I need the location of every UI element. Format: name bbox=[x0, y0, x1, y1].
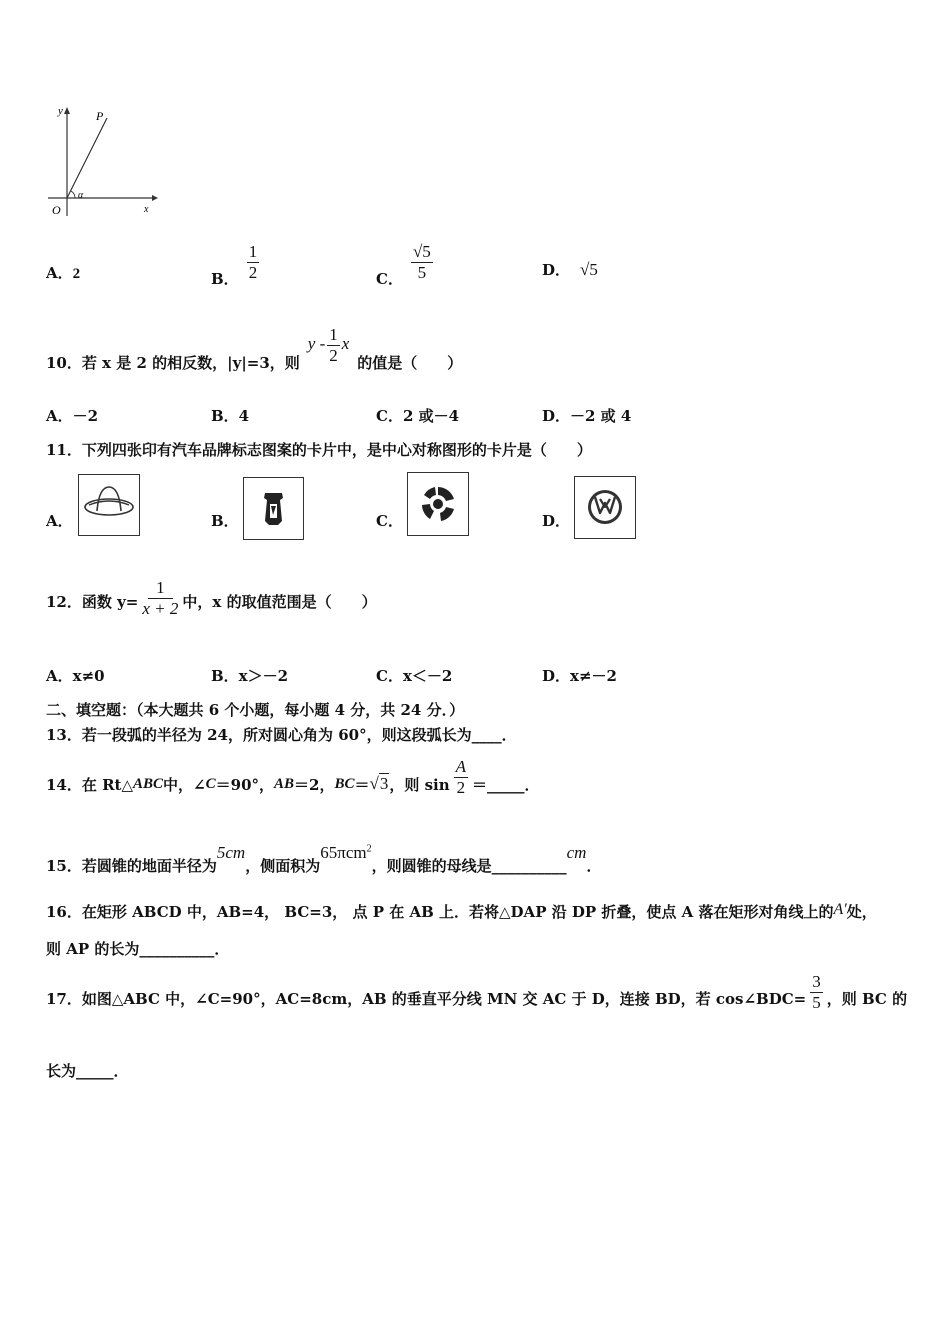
q11-option-b[interactable]: B． bbox=[211, 512, 239, 530]
q12-option-d[interactable]: D．x≠－2 bbox=[542, 667, 617, 685]
fraction-one-half: $\frac{1}{2}$ bbox=[248, 242, 258, 282]
question-17: 17．如图△ABC 中，∠C=90°，AC=8cm，AB 的垂直平分线 MN 交 AC 于 D，连接 BD，若 cos∠BDC= $\frac{3}{5}$ ，则 BC 的 bbox=[46, 972, 908, 1012]
car-logo-card-c[interactable] bbox=[407, 472, 469, 536]
q12-option-b[interactable]: B．x＞－2 bbox=[211, 667, 289, 685]
q10-option-c[interactable]: C．2 或－4 bbox=[376, 407, 460, 425]
toyota-logo-icon bbox=[79, 475, 139, 535]
question-12: 12．函数 y= $\frac{1}{x + 2}$ 中，x 的取值范围是（ ） bbox=[46, 578, 377, 618]
fraction-root5-over-5: $\frac{√5}{5}$ bbox=[412, 242, 431, 282]
point-p-label: P bbox=[96, 109, 104, 123]
q11-option-d[interactable]: D． bbox=[542, 512, 571, 530]
q11-option-c[interactable]: C． bbox=[376, 512, 403, 530]
q12-option-a[interactable]: A．x≠0 bbox=[46, 667, 105, 685]
car-logo-card-a[interactable] bbox=[78, 474, 140, 536]
q10-option-d[interactable]: D．－2 或 4 bbox=[542, 407, 632, 425]
q9-option-a[interactable]: A．2 bbox=[46, 264, 81, 282]
question-16: 16．在矩形 ABCD 中，AB=4， BC=3， 点 P 在 AB 上．若将△DAP 沿 DP 折叠，使点 A 落在矩形对角线上的A′处， bbox=[46, 901, 877, 921]
y-axis-label: y bbox=[58, 105, 63, 117]
question-16-line-2: 则 AP 的长为__________． bbox=[46, 940, 230, 958]
q12-option-c[interactable]: C．x＜－2 bbox=[376, 667, 453, 685]
fraction-three-fifths: $\frac{3}{5}$ bbox=[812, 972, 821, 1012]
sqrt-three: √3 bbox=[369, 774, 389, 794]
question-17-line-2: 长为_____． bbox=[46, 1062, 129, 1080]
question-11: 11．下列四张印有汽车品牌标志图案的卡片中，是中心对称图形的卡片是（ ） bbox=[46, 441, 592, 459]
volkswagen-logo-icon bbox=[575, 477, 635, 538]
car-logo-card-b[interactable] bbox=[243, 477, 304, 540]
x-axis-label: x bbox=[144, 204, 149, 215]
car-logo-card-d[interactable] bbox=[574, 476, 636, 539]
question-13: 13．若一段弧的半径为 24，所对圆心角为 60°，则这段弧长为____． bbox=[46, 726, 517, 744]
question-10: 10．若 x 是 2 的相反数，|y|=3，则 y - $\frac{1}{2}$ x 的值是（ ） bbox=[46, 325, 463, 372]
alpha-label: α bbox=[78, 190, 84, 201]
fraction-a-over-2: $\frac{A}{2}$ bbox=[455, 757, 467, 797]
q11-option-a[interactable]: A． bbox=[46, 512, 73, 530]
q10-option-b[interactable]: B．4 bbox=[211, 407, 250, 425]
q9-option-c[interactable]: C． $\frac{√5}{5}$ bbox=[376, 242, 431, 288]
q10-option-a[interactable]: A．－2 bbox=[46, 407, 99, 425]
origin-label: O bbox=[52, 203, 61, 217]
angle-figure bbox=[40, 100, 165, 225]
swirl-logo-icon bbox=[408, 473, 468, 535]
q9-option-b[interactable]: B． $\frac{1}{2}$ bbox=[211, 242, 258, 288]
fraction-one-half: $\frac{1}{2}$ bbox=[329, 325, 338, 365]
q9-option-d[interactable]: D． √5 bbox=[542, 260, 598, 279]
section-heading-fill-blank: 二、填空题：（本大题共 6 个小题，每小题 4 分，共 24 分．） bbox=[46, 701, 465, 719]
question-15: 15．若圆锥的地面半径为5cm，侧面积为65πcm$^2$，则圆锥的母线是__________cm． bbox=[46, 843, 602, 875]
shield-logo-icon bbox=[244, 478, 303, 539]
question-14: 14．在 Rt△ ABC 中，∠ C ＝90°， AB ＝2， BC ＝ √3 ，则 sin $\frac{A}{2}$ ＝_____． bbox=[46, 757, 540, 797]
fraction-one-over-x-plus-2: $\frac{1}{x + 2}$ bbox=[142, 578, 179, 618]
